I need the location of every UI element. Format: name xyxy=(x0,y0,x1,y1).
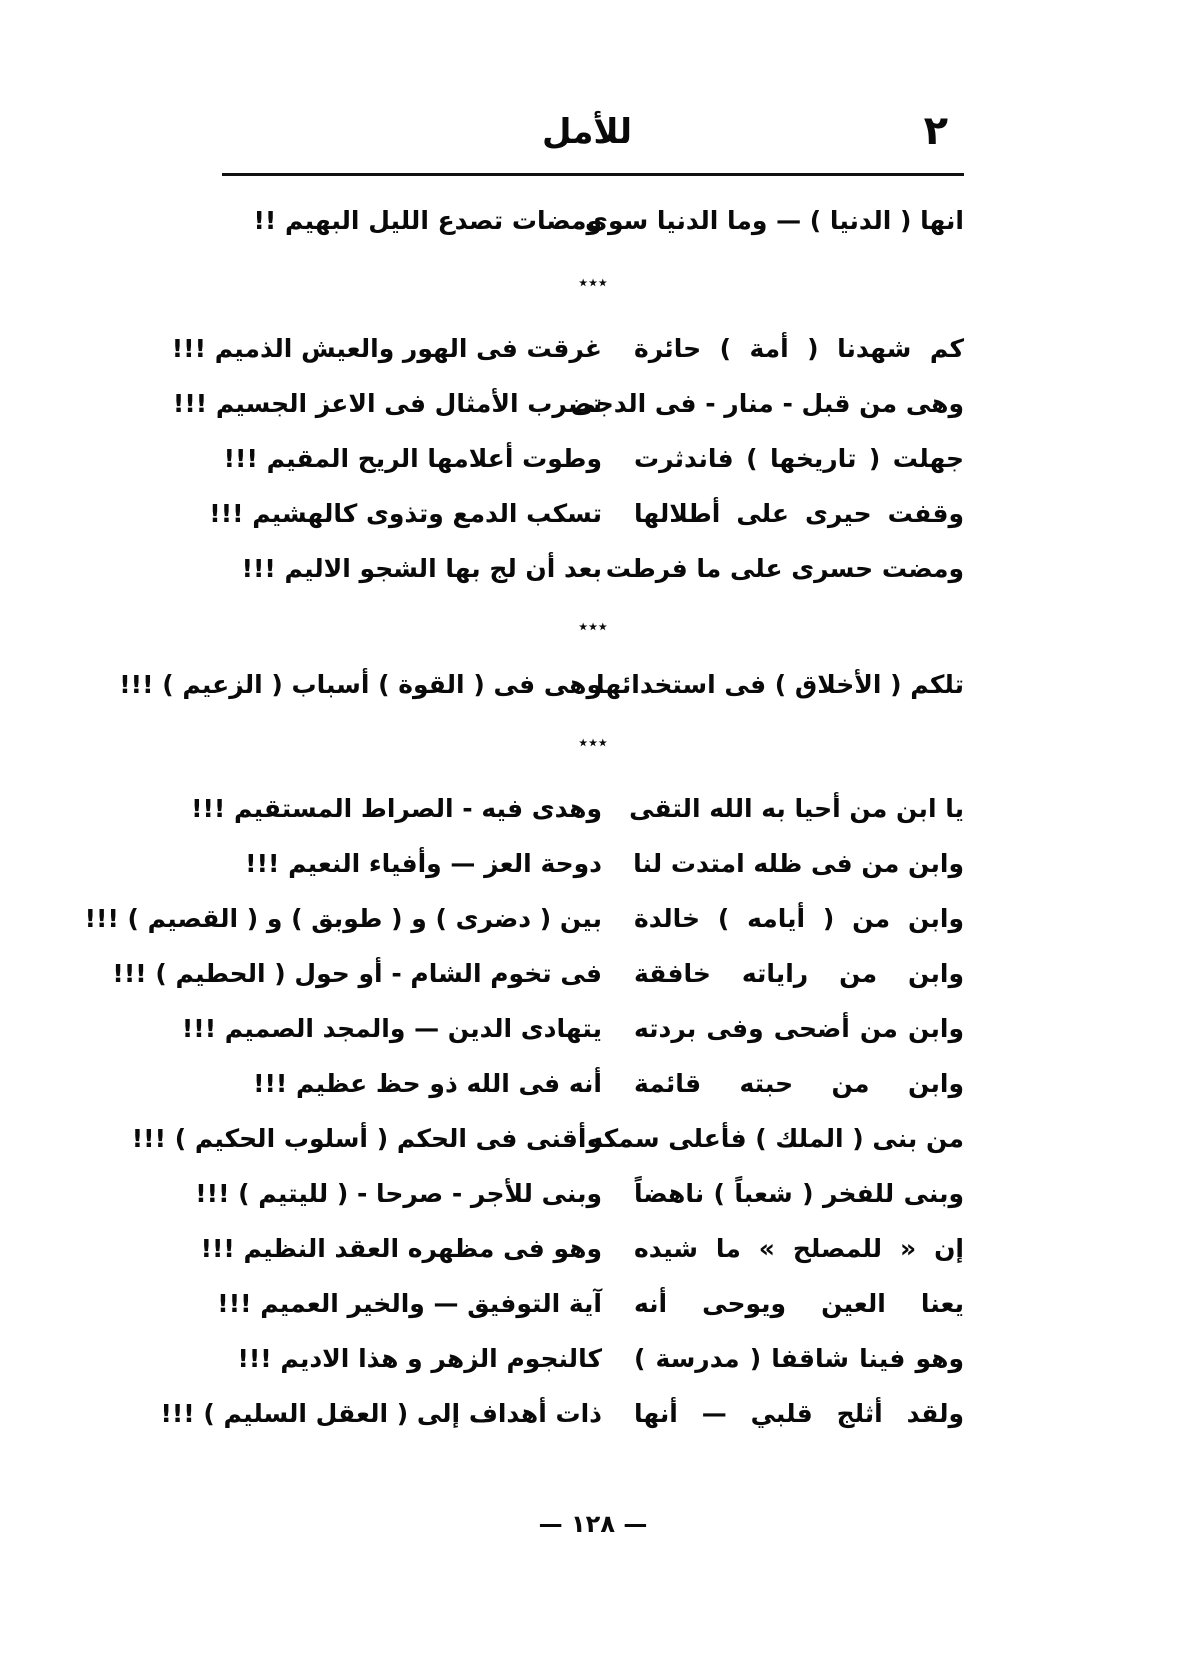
verse-first-hemistich: وابن من راياته خافقة xyxy=(634,959,964,988)
verse-second-hemistich: وأقنى فى الحكم ( أسلوب الحكيم ) !!! xyxy=(131,1124,602,1153)
verse-line xyxy=(200,1228,964,1282)
running-title: للأمل xyxy=(542,112,632,152)
verse-line xyxy=(222,438,964,492)
stanza-separator: ٭٭٭ xyxy=(578,272,608,293)
verse-second-hemistich: تسكب الدمع وتذوى كالهشيم !!! xyxy=(209,499,602,528)
verse-first-hemistich: وقفت حيرى على أطلالها xyxy=(634,499,964,528)
verse-second-hemistich: أنه فى الله ذو حظ عظيم !!! xyxy=(253,1069,602,1098)
verse-second-hemistich: كالنجوم الزهر و هذا الاديم !!! xyxy=(237,1344,602,1373)
verse-second-hemistich: غرقت فى الهور والعيش الذميم !!! xyxy=(171,334,602,363)
verse-line xyxy=(217,1283,964,1337)
page-header xyxy=(222,100,964,160)
verse-second-hemistich: وطوت أعلامها الريح المقيم !!! xyxy=(223,444,602,473)
verse-first-hemistich: وابن من فى ظله امتدت لنا xyxy=(633,849,964,878)
header-page-number: ٢ xyxy=(923,108,948,154)
verse-line xyxy=(191,788,964,842)
verse-first-hemistich: وهو فينا شاقفا ( مدرسة ) xyxy=(634,1344,964,1373)
verse-first-hemistich: وهى من قبل - منار - فى الدجى xyxy=(570,389,964,418)
verse-second-hemistich: وهى فى ( القوة ) أسباب ( الزعيم ) !!! xyxy=(119,670,602,699)
verse-line xyxy=(160,1393,964,1447)
verse-second-hemistich: ذات أهداف إلى ( العقل السليم ) !!! xyxy=(160,1399,602,1428)
verse-first-hemistich: من بنى ( الملك ) فأعلى سمكه xyxy=(588,1124,964,1153)
verse-second-hemistich: يتهادى الدين — والمجد الصميم !!! xyxy=(181,1014,602,1043)
verse-first-hemistich: وابن من حبته قائمة xyxy=(634,1069,964,1098)
verse-second-hemistich: بعد أن لج بها الشجو الاليم !!! xyxy=(241,554,602,583)
verse-second-hemistich: دوحة العز — وأفياء النعيم !!! xyxy=(245,849,602,878)
verse-first-hemistich: وابن من ( أيامه ) خالدة xyxy=(634,904,964,933)
verse-first-hemistich: ولقد أثلج قلبي — أنها xyxy=(634,1399,964,1428)
verse-line xyxy=(222,200,964,254)
verse-first-hemistich: وبنى للفخر ( شعباً ) ناهضاً xyxy=(634,1179,964,1208)
verse-line xyxy=(222,548,964,602)
verse-first-hemistich: تلكم ( الأخلاق ) فى استخدائها xyxy=(596,670,964,699)
verse-second-hemistich: وهو فى مظهره العقد النظيم !!! xyxy=(200,1234,602,1263)
verse-first-hemistich: وابن من أضحى وفى بردته xyxy=(634,1014,964,1043)
verse-second-hemistich: تضرب الأمثال فى الاعز الجسيم !!! xyxy=(172,389,602,418)
verse-line xyxy=(209,493,964,547)
verse-first-hemistich: إن « للمصلح » ما شيده xyxy=(634,1234,964,1263)
verse-first-hemistich: يا ابن من أحيا به الله التقى xyxy=(629,794,964,823)
verse-second-hemistich: فى تخوم الشام - أو حول ( الحطيم ) !!! xyxy=(112,959,602,988)
verse-line xyxy=(112,953,964,1007)
verse-second-hemistich: آية التوفيق — والخير العميم !!! xyxy=(217,1289,602,1318)
verse-second-hemistich: بين ( دضرى ) و ( طوبق ) و ( القصيم ) !!! xyxy=(84,904,602,933)
verse-second-hemistich: وهدى فيه - الصراط المستقيم !!! xyxy=(191,794,602,823)
stanza-separator: ٭٭٭ xyxy=(578,616,608,637)
verse-line xyxy=(171,328,964,382)
footer-page-number: — ١٢٨ — xyxy=(538,1510,648,1538)
verse-line xyxy=(119,664,964,718)
verse-line xyxy=(131,1118,964,1172)
verse-line xyxy=(222,1063,964,1117)
verse-first-hemistich: ومضت حسرى على ما فرطت xyxy=(605,554,964,583)
verse-second-hemistich: وبنى للأجر - صرحا - ( لليتيم ) !!! xyxy=(195,1179,602,1208)
verse-first-hemistich: يعنا العين ويوحى أنه xyxy=(634,1289,964,1318)
verse-line xyxy=(84,898,964,952)
header-rule xyxy=(222,173,964,176)
verse-first-hemistich: كم شهدنا ( أمة ) حائرة xyxy=(634,334,964,363)
verse-first-hemistich: انها ( الدنيا ) — وما الدنيا سوى xyxy=(585,206,964,235)
verse-line xyxy=(222,843,964,897)
verse-first-hemistich: جهلت ( تاريخها ) فاندثرت xyxy=(634,444,964,473)
verse-line xyxy=(195,1173,964,1227)
verse-line xyxy=(181,1008,964,1062)
verse-second-hemistich: ومضات تصدع الليل البهيم !! xyxy=(253,206,602,235)
verse-line xyxy=(172,383,964,437)
verse-line xyxy=(222,1338,964,1392)
stanza-separator: ٭٭٭ xyxy=(578,732,608,753)
